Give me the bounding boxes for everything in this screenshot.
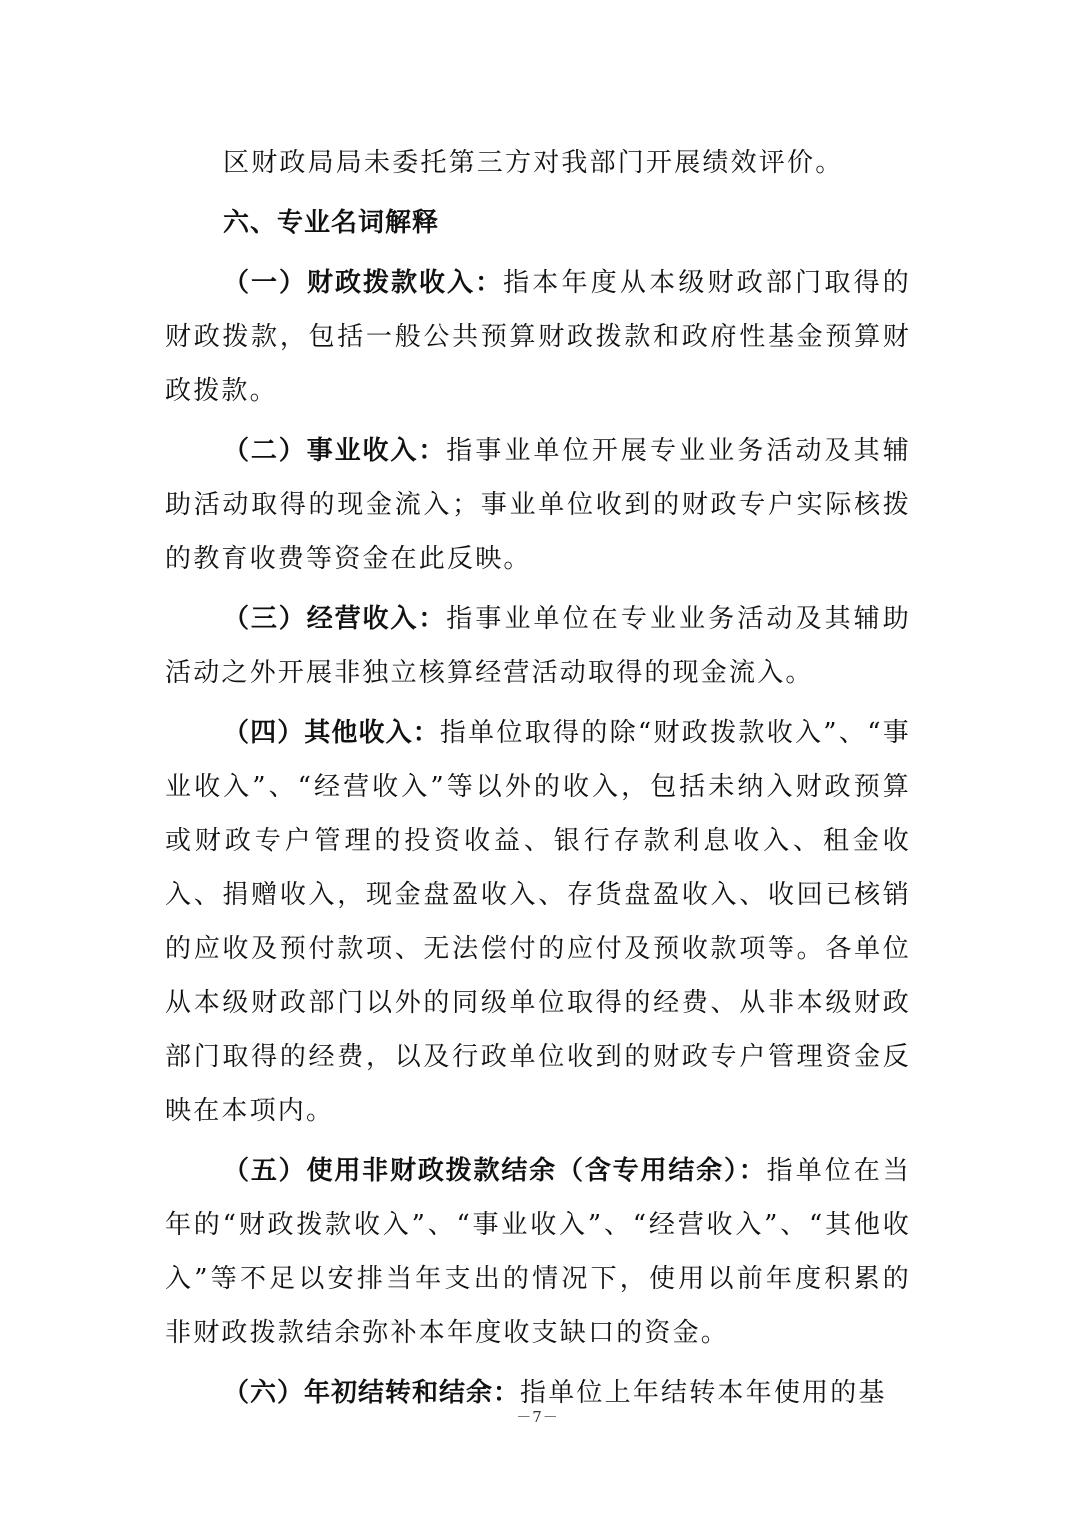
term-definition: 指事业单位开展专业业务活动及其辅助活动取得的现金流入；事业单位收到的财政专户实际核拨的教育收费等资金在此反映。	[165, 436, 911, 574]
term-label: （六）年初结转和结余：	[223, 1378, 521, 1408]
section-heading: 六、专业名词解释	[223, 208, 440, 238]
term-paragraph-2	[165, 424, 911, 586]
term-label: （五）使用非财政拨款结余（含专用结余）：	[223, 1156, 767, 1186]
page-number: －7－	[516, 1408, 559, 1426]
term-definition: 指单位取得的除“财政拨款收入”、“事业收入”、“经营收入”等以外的收入，包括未纳入财政预算或财政专户管理的投资收益、银行存款利息收入、租金收入、捐赠收入，现金盘盈收入、存货盘盈收入、收回已核销的应收及预付款项、无法偿付的应付及预收款项等。各单位从本级财政部门以外的同级单位取得的经费、从非本级财政部门取得的经费，以及行政单位收到的财政专户管理资金反映在本项内。	[165, 718, 911, 1126]
term-label: （一）财政拨款收入：	[223, 268, 504, 298]
term-paragraph-5	[165, 1144, 911, 1360]
term-paragraph-4	[165, 706, 911, 1138]
term-label: （三）经营收入：	[223, 604, 447, 634]
intro-paragraph: 区财政局局未委托第三方对我部门开展绩效评价。	[223, 148, 844, 178]
term-label: （四）其他收入：	[223, 718, 440, 748]
document-body	[165, 136, 911, 1420]
term-definition: 指单位在当年的“财政拨款收入”、“事业收入”、“经营收入”、“其他收入”等不足以安排当年支出的情况下，使用以前年度积累的非财政拨款结余弥补本年度收支缺口的资金。	[165, 1156, 911, 1348]
term-paragraph-3	[165, 592, 911, 700]
term-definition: 指单位上年结转本年使用的基	[520, 1378, 887, 1408]
term-definition: 指本年度从本级财政部门取得的财政拨款，包括一般公共预算财政拨款和政府性基金预算财政拨款。	[165, 268, 911, 406]
term-definition: 指事业单位在专业业务活动及其辅助活动之外开展非独立核算经营活动取得的现金流入。	[165, 604, 911, 688]
term-paragraph-1	[165, 256, 911, 418]
term-label: （二）事业收入：	[223, 436, 447, 466]
